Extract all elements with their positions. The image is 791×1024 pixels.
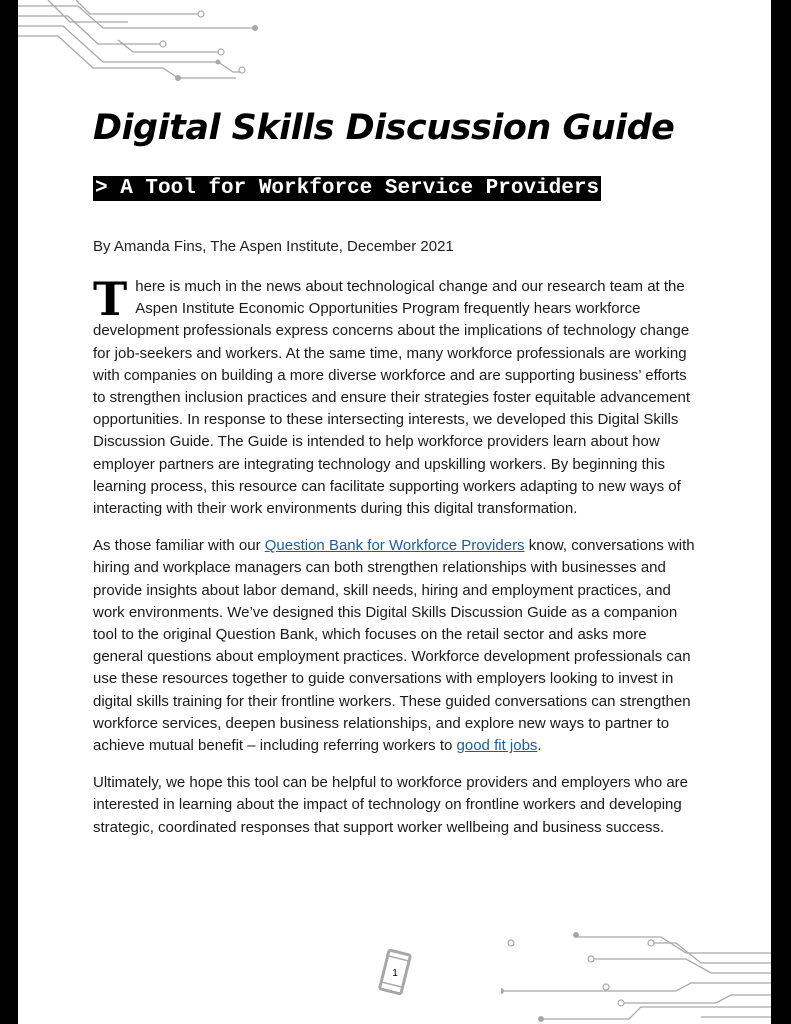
question-bank-link[interactable]: Question Bank for Workforce Providers <box>264 537 525 555</box>
circuit-decoration-top-icon <box>18 0 288 90</box>
paragraph-intro-text: here is much in the news about technological change and our research team at the Aspen Institute Economic Opportunities Program frequently hears workforce development professionals express concerns about the implications of technology change for job-seekers and workers. At the same time, many workforce professionals are working with companies on building a more diverse workforce and are supporting business’ efforts to strengthen inclusion practices and ensure their strategies foster equitable advancement opportunities. In response to these intersecting interests, we developed this Digital Skills Discussion Guide. The Guide is intended to help workforce providers learn about how employer partners are integrating technology and upskilling workers. By beginning this learning process, this resource can facilitate supporting workers adapting to new ways of interacting with their work environments during this digital transformation. <box>93 278 691 518</box>
paragraph-conclusion: Ultimately, we hope this tool can be helpful to workforce providers and employers who are interested in learning about the impact of technology on frontline workers and developing strategic, coordinated responses that support worker wellbeing and business success. <box>93 774 689 836</box>
document-subtitle: > A Tool for Workforce Service Providers <box>95 177 600 200</box>
drop-cap: T <box>93 272 128 326</box>
good-fit-jobs-link[interactable]: good fit jobs <box>456 737 538 755</box>
paragraph-intro <box>93 272 695 520</box>
document-page <box>18 0 771 1024</box>
document-title: Digital Skills Discussion Guide <box>93 108 675 148</box>
byline: By Amanda Fins, The Aspen Institute, December 2021 <box>93 238 454 255</box>
paragraph-question-bank: As those familiar with our Question Bank for Workforce Providers know, conversations with hiring and workplace managers can both strengthen relationships with businesses and provide insights about labor demand, skill needs, hiring and employment practices, and work environments. We’ve designed this Digital Skills Discussion Guide as a companion tool to the original Question Bank, which focuses on the retail sector and asks more general questions about employment practices. Workforce development professionals can use these resources together to guide conversations with employers looking to invest in digital skills training for their frontline workers. These guided conversations can strengthen workforce services, deepen business relationships, and explore new ways to partner to achieve mutual benefit – including referring workers to good fit jobs. <box>93 537 695 755</box>
page-number-badge <box>378 948 412 996</box>
body-text <box>93 272 695 854</box>
circuit-decoration-bottom-icon <box>501 929 771 1024</box>
page-number: 1 <box>392 968 398 979</box>
